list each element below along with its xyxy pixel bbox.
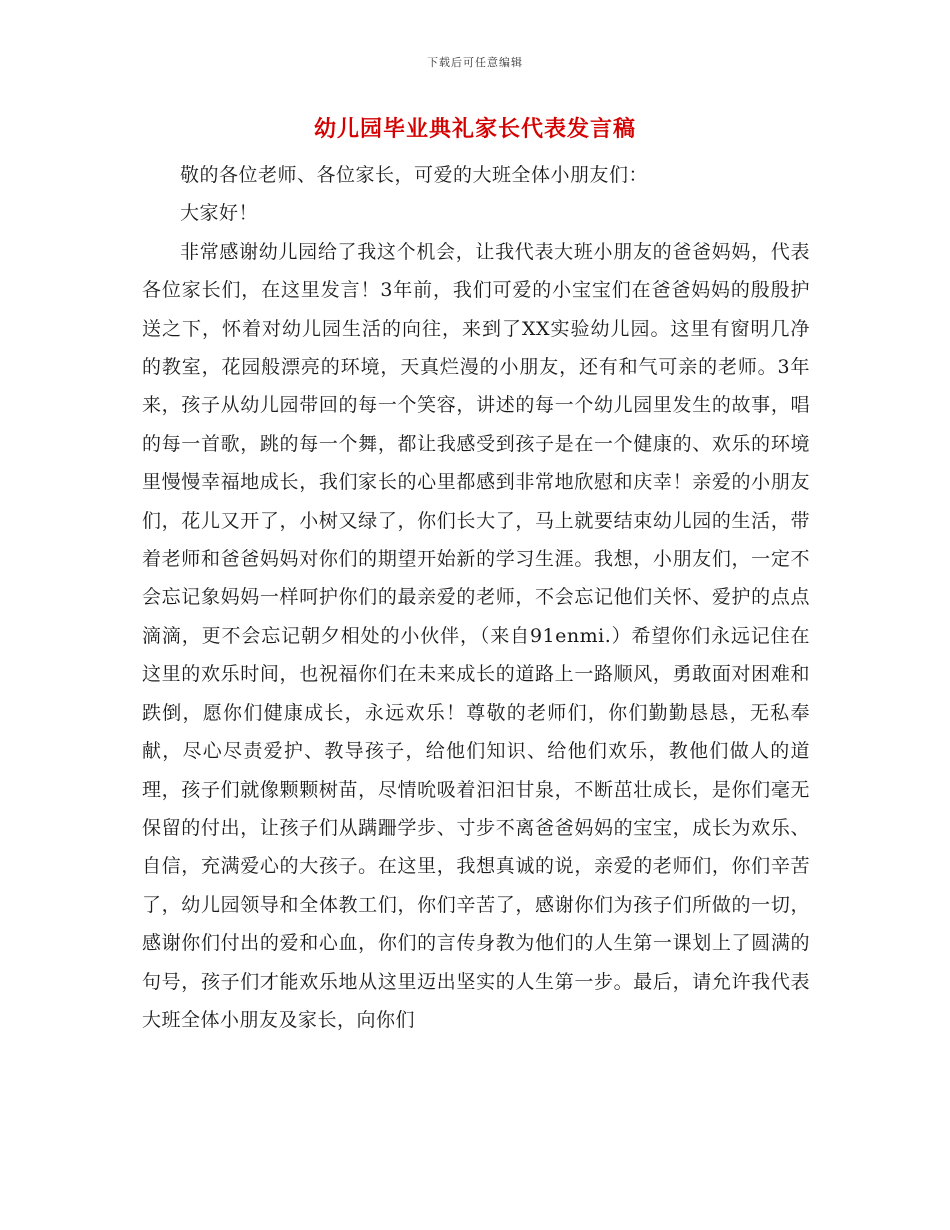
document-body (142, 156, 810, 1039)
speech-body-paragraph: 非常感谢幼儿园给了我这个机会，让我代表大班小朋友的爸爸妈妈，代表各位家长们，在这里发言！3年前，我们可爱的小宝宝们在爸爸妈妈的殷殷护送之下，怀着对幼儿园生活的向往，来到了XX实验幼儿园。这里有窗明几净的教室，花园般漂亮的环境，天真烂漫的小朋友，还有和气可亲的老师。3年来，孩子从幼儿园带回的每一个笑容，讲述的每一个幼儿园里发生的故事，唱的每一首歌，跳的每一个舞，都让我感受到孩子是在一个健康的、欢乐的环境里慢慢幸福地成长，我们家长的心里都感到非常地欣慰和庆幸！亲爱的小朋友们，花儿又开了，小树又绿了，你们长大了，马上就要结束幼儿园的生活，带着老师和爸爸妈妈对你们的期望开始新的学习生涯。我想，小朋友们，一定不会忘记象妈妈一样呵护你们的最亲爱的老师，不会忘记他们关怀、爱护的点点滴滴，更不会忘记朝夕相处的小伙伴，（来自91enmi.）希望你们永远记住在这里的欢乐时间，也祝福你们在未来成长的道路上一路顺风，勇敢面对困难和跌倒，愿你们健康成长，永远欢乐！尊敬的老师们，你们勤勤恳恳，无私奉献，尽心尽责爱护、教导孩子，给他们知识、给他们欢乐，教他们做人的道理，孩子们就像颗颗树苗，尽情吮吸着汩汩甘泉，不断茁壮成长，是你们毫无保留的付出，让孩子们从蹒跚学步、寸步不离爸爸妈妈的宝宝，成长为欢乐、自信，充满爱心的大孩子。在这里，我想真诚的说，亲爱的老师们，你们辛苦了，幼儿园领导和全体教工们，你们辛苦了，感谢你们为孩子们所做的一切，感谢你们付出的爱和心血，你们的言传身教为他们的人生第一课划上了圆满的句号，孩子们才能欢乐地从这里迈出坚实的人生第一步。最后，请允许我代表大班全体小朋友及家长，向你们 (142, 240, 810, 1031)
header-note: 下载后可任意编辑 (427, 56, 523, 69)
salutation-paragraph: 敬的各位老师、各位家长，可爱的大班全体小朋友们： (180, 164, 649, 186)
document-title: 幼儿园毕业典礼家长代表发言稿 (313, 116, 636, 142)
greeting-paragraph: 大家好！ (180, 202, 259, 225)
